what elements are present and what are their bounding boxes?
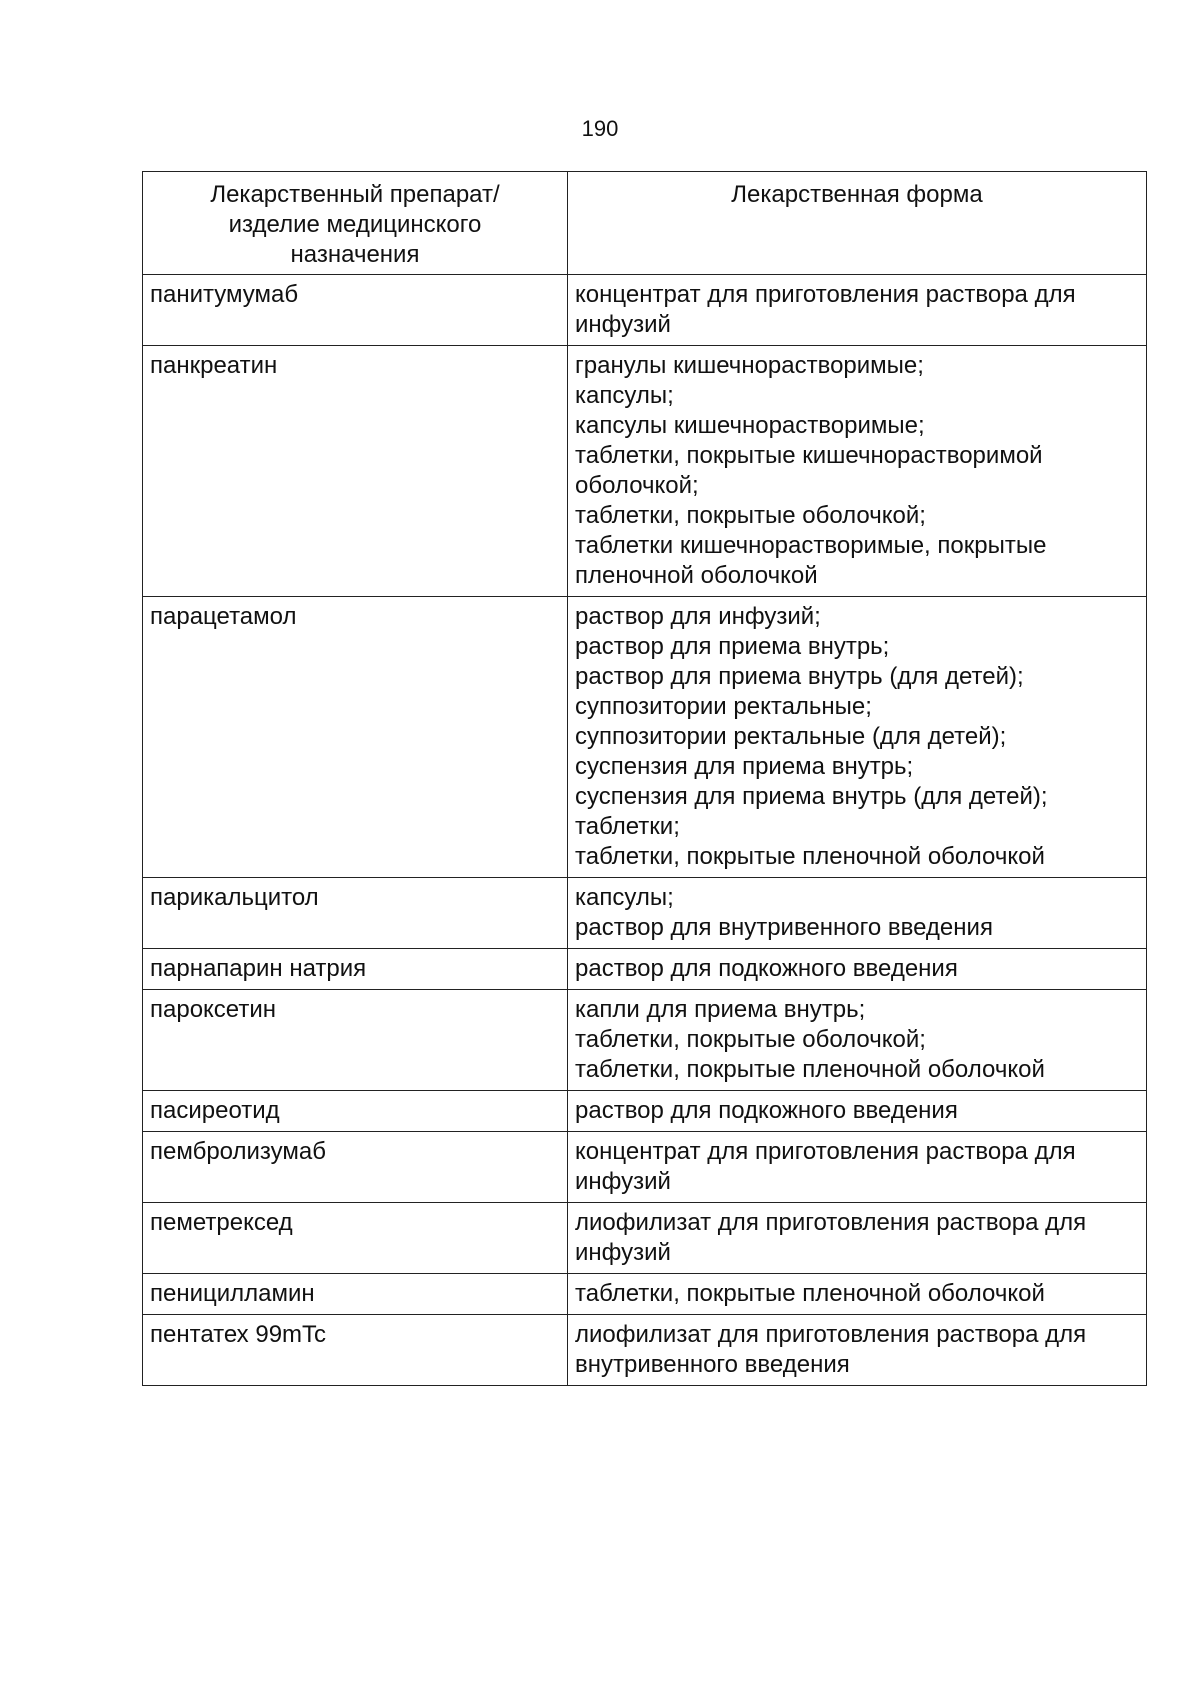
- form-line: инфузий: [575, 311, 671, 338]
- form-line: внутривенного введения: [575, 1351, 850, 1378]
- form-line: таблетки, покрытые оболочкой;: [575, 502, 926, 529]
- form-line: раствор для подкожного введения: [575, 955, 958, 982]
- header-drug-line: назначения: [290, 241, 420, 268]
- table-row: [143, 1091, 1147, 1132]
- table-row: [143, 949, 1147, 990]
- form-line: таблетки, покрытые пленочной оболочкой: [575, 1280, 1045, 1307]
- drug-name: парикальцитол: [143, 878, 568, 949]
- form-line: раствор для приема внутрь (для детей);: [575, 663, 1024, 690]
- page-number: 190: [581, 116, 619, 141]
- drug-name: панитумумаб: [143, 275, 568, 346]
- form-line: инфузий: [575, 1168, 671, 1195]
- form-line: оболочкой;: [575, 472, 699, 499]
- form-line: капсулы;: [575, 382, 674, 409]
- form-line: пленочной оболочкой: [575, 562, 818, 589]
- header-drug-line: изделие медицинского: [228, 211, 482, 238]
- form-line: таблетки, покрытые пленочной оболочкой: [575, 1056, 1045, 1083]
- drug-forms: [568, 990, 1147, 1091]
- drug-name: панкреатин: [143, 346, 568, 597]
- form-line: суппозитории ректальные;: [575, 693, 872, 720]
- table-row: [143, 346, 1147, 597]
- header-form-line: Лекарственная форма: [731, 181, 983, 208]
- drug-forms: [568, 346, 1147, 597]
- form-line: суспензия для приема внутрь (для детей);: [575, 783, 1048, 810]
- drug-name: пасиреотид: [143, 1091, 568, 1132]
- drug-name: пембролизумаб: [143, 1132, 568, 1203]
- header-drug: [143, 172, 568, 275]
- form-line: таблетки кишечнорастворимые, покрытые: [575, 532, 1047, 559]
- drug-forms-table: [142, 171, 1147, 1386]
- form-line: таблетки, покрытые пленочной оболочкой: [575, 843, 1045, 870]
- table-header-row: [143, 172, 1147, 275]
- form-line: суспензия для приема внутрь;: [575, 753, 914, 780]
- table-row: [143, 275, 1147, 346]
- form-line: таблетки, покрытые оболочкой;: [575, 1026, 926, 1053]
- form-line: таблетки;: [575, 813, 680, 840]
- form-line: концентрат для приготовления раствора для: [575, 1138, 1076, 1165]
- table-row: [143, 1203, 1147, 1274]
- form-line: суппозитории ректальные (для детей);: [575, 723, 1007, 750]
- form-line: раствор для приема внутрь;: [575, 633, 890, 660]
- table-row: [143, 1315, 1147, 1386]
- form-line: инфузий: [575, 1239, 671, 1266]
- drug-forms: [568, 275, 1147, 346]
- form-line: капсулы кишечнорастворимые;: [575, 412, 925, 439]
- drug-forms: [568, 1091, 1147, 1132]
- drug-forms: [568, 1203, 1147, 1274]
- table-row: [143, 597, 1147, 878]
- form-line: гранулы кишечнорастворимые;: [575, 352, 924, 379]
- drug-forms: [568, 597, 1147, 878]
- header-form: [568, 172, 1147, 275]
- drug-name: пеметрексед: [143, 1203, 568, 1274]
- header-drug-line: Лекарственный препарат/: [210, 181, 500, 208]
- form-line: раствор для инфузий;: [575, 603, 821, 630]
- drug-name: парнапарин натрия: [143, 949, 568, 990]
- drug-name: пентатех 99mTc: [143, 1315, 568, 1386]
- form-line: раствор для подкожного введения: [575, 1097, 958, 1124]
- form-line: лиофилизат для приготовления раствора для: [575, 1209, 1087, 1236]
- drug-name: парацетамол: [143, 597, 568, 878]
- table-row: [143, 1132, 1147, 1203]
- drug-forms: [568, 878, 1147, 949]
- drug-forms: [568, 1315, 1147, 1386]
- form-line: концентрат для приготовления раствора для: [575, 281, 1076, 308]
- form-line: капсулы;: [575, 884, 674, 911]
- form-line: лиофилизат для приготовления раствора для: [575, 1321, 1087, 1348]
- table-row: [143, 1274, 1147, 1315]
- form-line: капли для приема внутрь;: [575, 996, 866, 1023]
- drug-name: пароксетин: [143, 990, 568, 1091]
- table-row: [143, 878, 1147, 949]
- form-line: раствор для внутривенного введения: [575, 914, 993, 941]
- drug-name: пеницилламин: [143, 1274, 568, 1315]
- drug-forms: [568, 949, 1147, 990]
- drug-forms: [568, 1132, 1147, 1203]
- form-line: таблетки, покрытые кишечнорастворимой: [575, 442, 1043, 469]
- table-row: [143, 990, 1147, 1091]
- drug-forms: [568, 1274, 1147, 1315]
